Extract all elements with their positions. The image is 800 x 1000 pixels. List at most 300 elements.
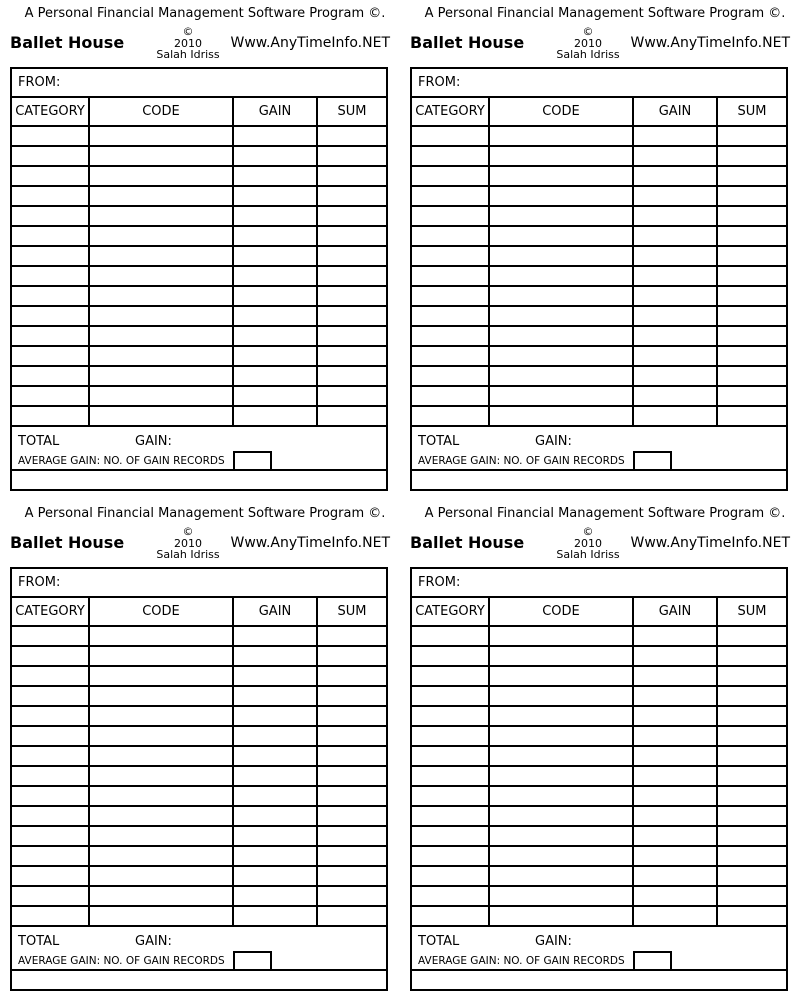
cell-gain[interactable] bbox=[233, 726, 317, 746]
cell-gain[interactable] bbox=[633, 226, 717, 246]
gain-record-form bbox=[10, 0, 390, 490]
table-header-row bbox=[12, 98, 386, 126]
cell-category[interactable] bbox=[12, 886, 89, 906]
cell-category[interactable] bbox=[12, 286, 89, 306]
cell-sum[interactable] bbox=[317, 686, 386, 706]
gain-records-count-box[interactable] bbox=[233, 451, 272, 469]
cell-gain[interactable] bbox=[633, 646, 717, 666]
cell-code[interactable] bbox=[89, 186, 233, 206]
cell-gain[interactable] bbox=[233, 346, 317, 366]
cell-category[interactable] bbox=[412, 266, 489, 286]
cell-gain[interactable] bbox=[233, 266, 317, 286]
cell-code[interactable] bbox=[489, 806, 633, 826]
cell-category[interactable] bbox=[412, 886, 489, 906]
cell-gain[interactable] bbox=[633, 126, 717, 146]
from-row bbox=[412, 69, 786, 98]
brand-name: Ballet House bbox=[410, 533, 525, 552]
cell-code[interactable] bbox=[489, 166, 633, 186]
table-row bbox=[12, 746, 386, 766]
cell-gain[interactable] bbox=[233, 746, 317, 766]
cell-sum[interactable] bbox=[317, 246, 386, 266]
cell-category[interactable] bbox=[12, 306, 89, 326]
column-header-code: CODE bbox=[89, 598, 233, 626]
cell-sum[interactable] bbox=[717, 266, 786, 286]
cell-sum[interactable] bbox=[717, 706, 786, 726]
gain-record-form bbox=[10, 500, 390, 990]
cell-gain[interactable] bbox=[633, 886, 717, 906]
table-row bbox=[12, 246, 386, 266]
cell-sum[interactable] bbox=[717, 746, 786, 766]
table-row bbox=[12, 266, 386, 286]
cell-code[interactable] bbox=[89, 346, 233, 366]
from-label: FROM: bbox=[418, 575, 461, 590]
table-row bbox=[12, 126, 386, 146]
brand-name: Ballet House bbox=[10, 33, 125, 52]
cell-category[interactable] bbox=[12, 206, 89, 226]
cell-gain[interactable] bbox=[633, 406, 717, 426]
table-row bbox=[412, 866, 786, 886]
cell-sum[interactable] bbox=[717, 786, 786, 806]
cell-category[interactable] bbox=[412, 326, 489, 346]
cell-code[interactable] bbox=[489, 626, 633, 646]
cell-category[interactable] bbox=[412, 706, 489, 726]
cell-category[interactable] bbox=[412, 346, 489, 366]
cell-gain[interactable] bbox=[633, 746, 717, 766]
cell-category[interactable] bbox=[12, 266, 89, 286]
cell-category[interactable] bbox=[12, 666, 89, 686]
cell-code[interactable] bbox=[89, 226, 233, 246]
gain-records-count-box[interactable] bbox=[633, 451, 672, 469]
cell-gain[interactable] bbox=[633, 266, 717, 286]
cell-code[interactable] bbox=[489, 746, 633, 766]
table-row bbox=[12, 786, 386, 806]
table-row bbox=[12, 626, 386, 646]
cell-sum[interactable] bbox=[717, 906, 786, 926]
table-header-row bbox=[412, 98, 786, 126]
cell-category[interactable] bbox=[412, 726, 489, 746]
cell-sum[interactable] bbox=[317, 666, 386, 686]
cell-code[interactable] bbox=[489, 366, 633, 386]
cell-code[interactable] bbox=[489, 726, 633, 746]
cell-gain[interactable] bbox=[233, 706, 317, 726]
cell-gain[interactable] bbox=[233, 886, 317, 906]
cell-sum[interactable] bbox=[717, 286, 786, 306]
cell-gain[interactable] bbox=[233, 146, 317, 166]
form-box bbox=[10, 567, 388, 991]
cell-code[interactable] bbox=[89, 146, 233, 166]
cell-gain[interactable] bbox=[633, 186, 717, 206]
cell-category[interactable] bbox=[12, 706, 89, 726]
table-row bbox=[412, 906, 786, 926]
table-row bbox=[412, 306, 786, 326]
cell-sum[interactable] bbox=[717, 306, 786, 326]
copyright-block bbox=[550, 26, 626, 61]
cell-gain[interactable] bbox=[233, 186, 317, 206]
cell-code[interactable] bbox=[489, 306, 633, 326]
cell-sum[interactable] bbox=[317, 326, 386, 346]
cell-gain[interactable] bbox=[233, 866, 317, 886]
cell-category[interactable] bbox=[12, 186, 89, 206]
divider bbox=[412, 969, 786, 971]
cell-category[interactable] bbox=[412, 366, 489, 386]
cell-gain[interactable] bbox=[233, 826, 317, 846]
table-row bbox=[12, 846, 386, 866]
cell-code[interactable] bbox=[489, 346, 633, 366]
cell-gain[interactable] bbox=[633, 326, 717, 346]
cell-gain[interactable] bbox=[633, 306, 717, 326]
cell-category[interactable] bbox=[12, 646, 89, 666]
cell-sum[interactable] bbox=[717, 326, 786, 346]
cell-category[interactable] bbox=[412, 246, 489, 266]
copyright-author: Salah Idriss bbox=[156, 48, 220, 61]
cell-sum[interactable] bbox=[317, 226, 386, 246]
cell-category[interactable] bbox=[412, 806, 489, 826]
cell-code[interactable] bbox=[489, 766, 633, 786]
cell-code[interactable] bbox=[89, 246, 233, 266]
cell-sum[interactable] bbox=[717, 886, 786, 906]
cell-gain[interactable] bbox=[233, 366, 317, 386]
cell-category[interactable] bbox=[412, 906, 489, 926]
cell-sum[interactable] bbox=[317, 186, 386, 206]
cell-gain[interactable] bbox=[633, 846, 717, 866]
cell-sum[interactable] bbox=[317, 286, 386, 306]
copyright-block bbox=[150, 526, 226, 561]
cell-sum[interactable] bbox=[317, 786, 386, 806]
copyright-icon: © bbox=[182, 525, 194, 538]
cell-code[interactable] bbox=[89, 886, 233, 906]
cell-gain[interactable] bbox=[633, 706, 717, 726]
cell-code[interactable] bbox=[89, 746, 233, 766]
cell-code[interactable] bbox=[89, 646, 233, 666]
cell-sum[interactable] bbox=[317, 406, 386, 426]
cell-category[interactable] bbox=[412, 126, 489, 146]
cell-category[interactable] bbox=[12, 366, 89, 386]
cell-category[interactable] bbox=[412, 386, 489, 406]
cell-gain[interactable] bbox=[633, 726, 717, 746]
cell-category[interactable] bbox=[412, 186, 489, 206]
cell-code[interactable] bbox=[489, 186, 633, 206]
total-label: TOTAL bbox=[418, 934, 460, 949]
cell-category[interactable] bbox=[12, 686, 89, 706]
cell-sum[interactable] bbox=[717, 206, 786, 226]
cell-code[interactable] bbox=[89, 126, 233, 146]
copyright-year: 2010 bbox=[574, 536, 602, 550]
form-box bbox=[410, 67, 788, 491]
cell-gain[interactable] bbox=[633, 626, 717, 646]
cell-gain[interactable] bbox=[233, 306, 317, 326]
cell-code[interactable] bbox=[489, 906, 633, 926]
cell-sum[interactable] bbox=[717, 186, 786, 206]
cell-category[interactable] bbox=[12, 786, 89, 806]
cell-category[interactable] bbox=[412, 746, 489, 766]
cell-sum[interactable] bbox=[717, 146, 786, 166]
cell-category[interactable] bbox=[412, 666, 489, 686]
cell-category[interactable] bbox=[412, 686, 489, 706]
records-table bbox=[12, 598, 386, 927]
cell-category[interactable] bbox=[412, 786, 489, 806]
cell-code[interactable] bbox=[89, 866, 233, 886]
cell-sum[interactable] bbox=[317, 126, 386, 146]
table-row bbox=[12, 306, 386, 326]
cell-code[interactable] bbox=[89, 406, 233, 426]
cell-sum[interactable] bbox=[717, 646, 786, 666]
cell-category[interactable] bbox=[412, 646, 489, 666]
cell-sum[interactable] bbox=[317, 166, 386, 186]
cell-code[interactable] bbox=[489, 866, 633, 886]
cell-gain[interactable] bbox=[633, 146, 717, 166]
table-row bbox=[412, 746, 786, 766]
cell-sum[interactable] bbox=[717, 406, 786, 426]
cell-category[interactable] bbox=[12, 826, 89, 846]
cell-category[interactable] bbox=[12, 846, 89, 866]
cell-category[interactable] bbox=[12, 146, 89, 166]
cell-category[interactable] bbox=[12, 226, 89, 246]
cell-gain[interactable] bbox=[233, 246, 317, 266]
cell-gain[interactable] bbox=[233, 766, 317, 786]
cell-category[interactable] bbox=[12, 346, 89, 366]
cell-gain[interactable] bbox=[233, 786, 317, 806]
cell-code[interactable] bbox=[89, 826, 233, 846]
table-row bbox=[412, 806, 786, 826]
cell-code[interactable] bbox=[89, 906, 233, 926]
cell-code[interactable] bbox=[489, 286, 633, 306]
cell-gain[interactable] bbox=[233, 806, 317, 826]
cell-sum[interactable] bbox=[317, 766, 386, 786]
cell-category[interactable] bbox=[12, 386, 89, 406]
brand-name: Ballet House bbox=[10, 533, 125, 552]
cell-gain[interactable] bbox=[633, 826, 717, 846]
cell-code[interactable] bbox=[89, 626, 233, 646]
cell-gain[interactable] bbox=[233, 686, 317, 706]
cell-sum[interactable] bbox=[317, 806, 386, 826]
cell-code[interactable] bbox=[89, 786, 233, 806]
cell-category[interactable] bbox=[412, 866, 489, 886]
column-header-gain: GAIN bbox=[633, 98, 717, 126]
column-header-gain: GAIN bbox=[633, 598, 717, 626]
cell-category[interactable] bbox=[12, 326, 89, 346]
cell-gain[interactable] bbox=[233, 206, 317, 226]
cell-sum[interactable] bbox=[717, 226, 786, 246]
cell-code[interactable] bbox=[89, 706, 233, 726]
cell-sum[interactable] bbox=[317, 146, 386, 166]
cell-gain[interactable] bbox=[233, 406, 317, 426]
cell-code[interactable] bbox=[89, 306, 233, 326]
cell-sum[interactable] bbox=[717, 846, 786, 866]
cell-category[interactable] bbox=[412, 826, 489, 846]
cell-code[interactable] bbox=[89, 206, 233, 226]
cell-code[interactable] bbox=[89, 726, 233, 746]
cell-gain[interactable] bbox=[633, 766, 717, 786]
cell-gain[interactable] bbox=[233, 666, 317, 686]
cell-code[interactable] bbox=[489, 886, 633, 906]
cell-category[interactable] bbox=[12, 906, 89, 926]
cell-code[interactable] bbox=[489, 826, 633, 846]
cell-category[interactable] bbox=[12, 726, 89, 746]
table-row bbox=[412, 386, 786, 406]
cell-code[interactable] bbox=[489, 206, 633, 226]
cell-sum[interactable] bbox=[317, 346, 386, 366]
cell-code[interactable] bbox=[489, 406, 633, 426]
cell-sum[interactable] bbox=[717, 366, 786, 386]
cell-category[interactable] bbox=[412, 226, 489, 246]
cell-sum[interactable] bbox=[317, 746, 386, 766]
cell-gain[interactable] bbox=[633, 806, 717, 826]
cell-code[interactable] bbox=[489, 666, 633, 686]
cell-category[interactable] bbox=[412, 846, 489, 866]
cell-sum[interactable] bbox=[317, 726, 386, 746]
cell-gain[interactable] bbox=[233, 126, 317, 146]
cell-code[interactable] bbox=[89, 846, 233, 866]
table-row bbox=[412, 786, 786, 806]
cell-gain[interactable] bbox=[633, 366, 717, 386]
divider bbox=[412, 469, 786, 471]
table-row bbox=[412, 126, 786, 146]
table-header-row bbox=[412, 598, 786, 626]
cell-gain[interactable] bbox=[233, 626, 317, 646]
cell-code[interactable] bbox=[489, 706, 633, 726]
cell-gain[interactable] bbox=[633, 206, 717, 226]
cell-sum[interactable] bbox=[317, 206, 386, 226]
cell-category[interactable] bbox=[12, 246, 89, 266]
cell-category[interactable] bbox=[12, 866, 89, 886]
cell-code[interactable] bbox=[89, 326, 233, 346]
cell-sum[interactable] bbox=[317, 626, 386, 646]
cell-code[interactable] bbox=[89, 286, 233, 306]
cell-gain[interactable] bbox=[633, 346, 717, 366]
cell-sum[interactable] bbox=[717, 346, 786, 366]
cell-gain[interactable] bbox=[633, 786, 717, 806]
cell-code[interactable] bbox=[489, 326, 633, 346]
cell-sum[interactable] bbox=[317, 266, 386, 286]
cell-sum[interactable] bbox=[717, 626, 786, 646]
cell-code[interactable] bbox=[489, 846, 633, 866]
cell-code[interactable] bbox=[89, 666, 233, 686]
cell-category[interactable] bbox=[412, 146, 489, 166]
cell-sum[interactable] bbox=[717, 866, 786, 886]
cell-code[interactable] bbox=[89, 166, 233, 186]
cell-code[interactable] bbox=[489, 786, 633, 806]
cell-category[interactable] bbox=[12, 406, 89, 426]
cell-gain[interactable] bbox=[233, 326, 317, 346]
cell-code[interactable] bbox=[489, 126, 633, 146]
cell-code[interactable] bbox=[489, 146, 633, 166]
cell-sum[interactable] bbox=[717, 766, 786, 786]
cell-code[interactable] bbox=[489, 686, 633, 706]
cell-sum[interactable] bbox=[317, 646, 386, 666]
cell-gain[interactable] bbox=[633, 386, 717, 406]
gain-records-count-box[interactable] bbox=[233, 951, 272, 969]
cell-sum[interactable] bbox=[317, 366, 386, 386]
cell-sum[interactable] bbox=[717, 126, 786, 146]
cell-gain[interactable] bbox=[233, 646, 317, 666]
cell-sum[interactable] bbox=[717, 686, 786, 706]
cell-category[interactable] bbox=[12, 166, 89, 186]
cell-gain[interactable] bbox=[233, 166, 317, 186]
cell-sum[interactable] bbox=[317, 886, 386, 906]
cell-code[interactable] bbox=[489, 246, 633, 266]
cell-category[interactable] bbox=[412, 206, 489, 226]
cell-sum[interactable] bbox=[317, 826, 386, 846]
cell-gain[interactable] bbox=[633, 246, 717, 266]
cell-gain[interactable] bbox=[633, 866, 717, 886]
cell-code[interactable] bbox=[89, 686, 233, 706]
table-row bbox=[412, 766, 786, 786]
table-row bbox=[412, 346, 786, 366]
table-row bbox=[412, 166, 786, 186]
cell-category[interactable] bbox=[12, 626, 89, 646]
cell-gain[interactable] bbox=[233, 286, 317, 306]
cell-gain[interactable] bbox=[633, 286, 717, 306]
cell-gain[interactable] bbox=[233, 846, 317, 866]
cell-gain[interactable] bbox=[633, 666, 717, 686]
cell-sum[interactable] bbox=[717, 726, 786, 746]
average-gain-label: AVERAGE GAIN: NO. OF GAIN RECORDS bbox=[418, 955, 625, 967]
average-gain-label: AVERAGE GAIN: NO. OF GAIN RECORDS bbox=[418, 455, 625, 467]
cell-gain[interactable] bbox=[633, 906, 717, 926]
cell-category[interactable] bbox=[12, 746, 89, 766]
cell-code[interactable] bbox=[89, 386, 233, 406]
cell-sum[interactable] bbox=[317, 846, 386, 866]
cell-sum[interactable] bbox=[717, 386, 786, 406]
table-row bbox=[412, 366, 786, 386]
cell-sum[interactable] bbox=[317, 306, 386, 326]
table-row bbox=[12, 806, 386, 826]
cell-sum[interactable] bbox=[317, 386, 386, 406]
table-row bbox=[412, 626, 786, 646]
cell-category[interactable] bbox=[412, 406, 489, 426]
cell-gain[interactable] bbox=[233, 906, 317, 926]
cell-code[interactable] bbox=[89, 266, 233, 286]
cell-category[interactable] bbox=[12, 766, 89, 786]
cell-category[interactable] bbox=[412, 626, 489, 646]
column-header-sum: SUM bbox=[717, 98, 786, 126]
cell-sum[interactable] bbox=[717, 246, 786, 266]
cell-sum[interactable] bbox=[717, 666, 786, 686]
cell-sum[interactable] bbox=[317, 866, 386, 886]
cell-category[interactable] bbox=[412, 306, 489, 326]
cell-gain[interactable] bbox=[633, 166, 717, 186]
column-header-category: CATEGORY bbox=[12, 98, 89, 126]
table-row bbox=[412, 846, 786, 866]
cell-code[interactable] bbox=[489, 386, 633, 406]
cell-sum[interactable] bbox=[717, 806, 786, 826]
cell-sum[interactable] bbox=[717, 166, 786, 186]
table-row bbox=[412, 286, 786, 306]
form-box bbox=[10, 67, 388, 491]
cell-category[interactable] bbox=[12, 806, 89, 826]
cell-code[interactable] bbox=[89, 366, 233, 386]
cell-category[interactable] bbox=[12, 126, 89, 146]
cell-gain[interactable] bbox=[233, 386, 317, 406]
form-box bbox=[410, 567, 788, 991]
cell-code[interactable] bbox=[489, 266, 633, 286]
column-header-code: CODE bbox=[489, 98, 633, 126]
cell-sum[interactable] bbox=[317, 906, 386, 926]
cell-gain[interactable] bbox=[233, 226, 317, 246]
cell-category[interactable] bbox=[412, 286, 489, 306]
gain-records-count-box[interactable] bbox=[633, 951, 672, 969]
cell-sum[interactable] bbox=[317, 706, 386, 726]
cell-code[interactable] bbox=[489, 646, 633, 666]
cell-category[interactable] bbox=[412, 166, 489, 186]
cell-category[interactable] bbox=[412, 766, 489, 786]
from-label: FROM: bbox=[18, 75, 61, 90]
cell-gain[interactable] bbox=[633, 686, 717, 706]
cell-code[interactable] bbox=[489, 226, 633, 246]
cell-sum[interactable] bbox=[717, 826, 786, 846]
cell-code[interactable] bbox=[89, 806, 233, 826]
cell-code[interactable] bbox=[89, 766, 233, 786]
